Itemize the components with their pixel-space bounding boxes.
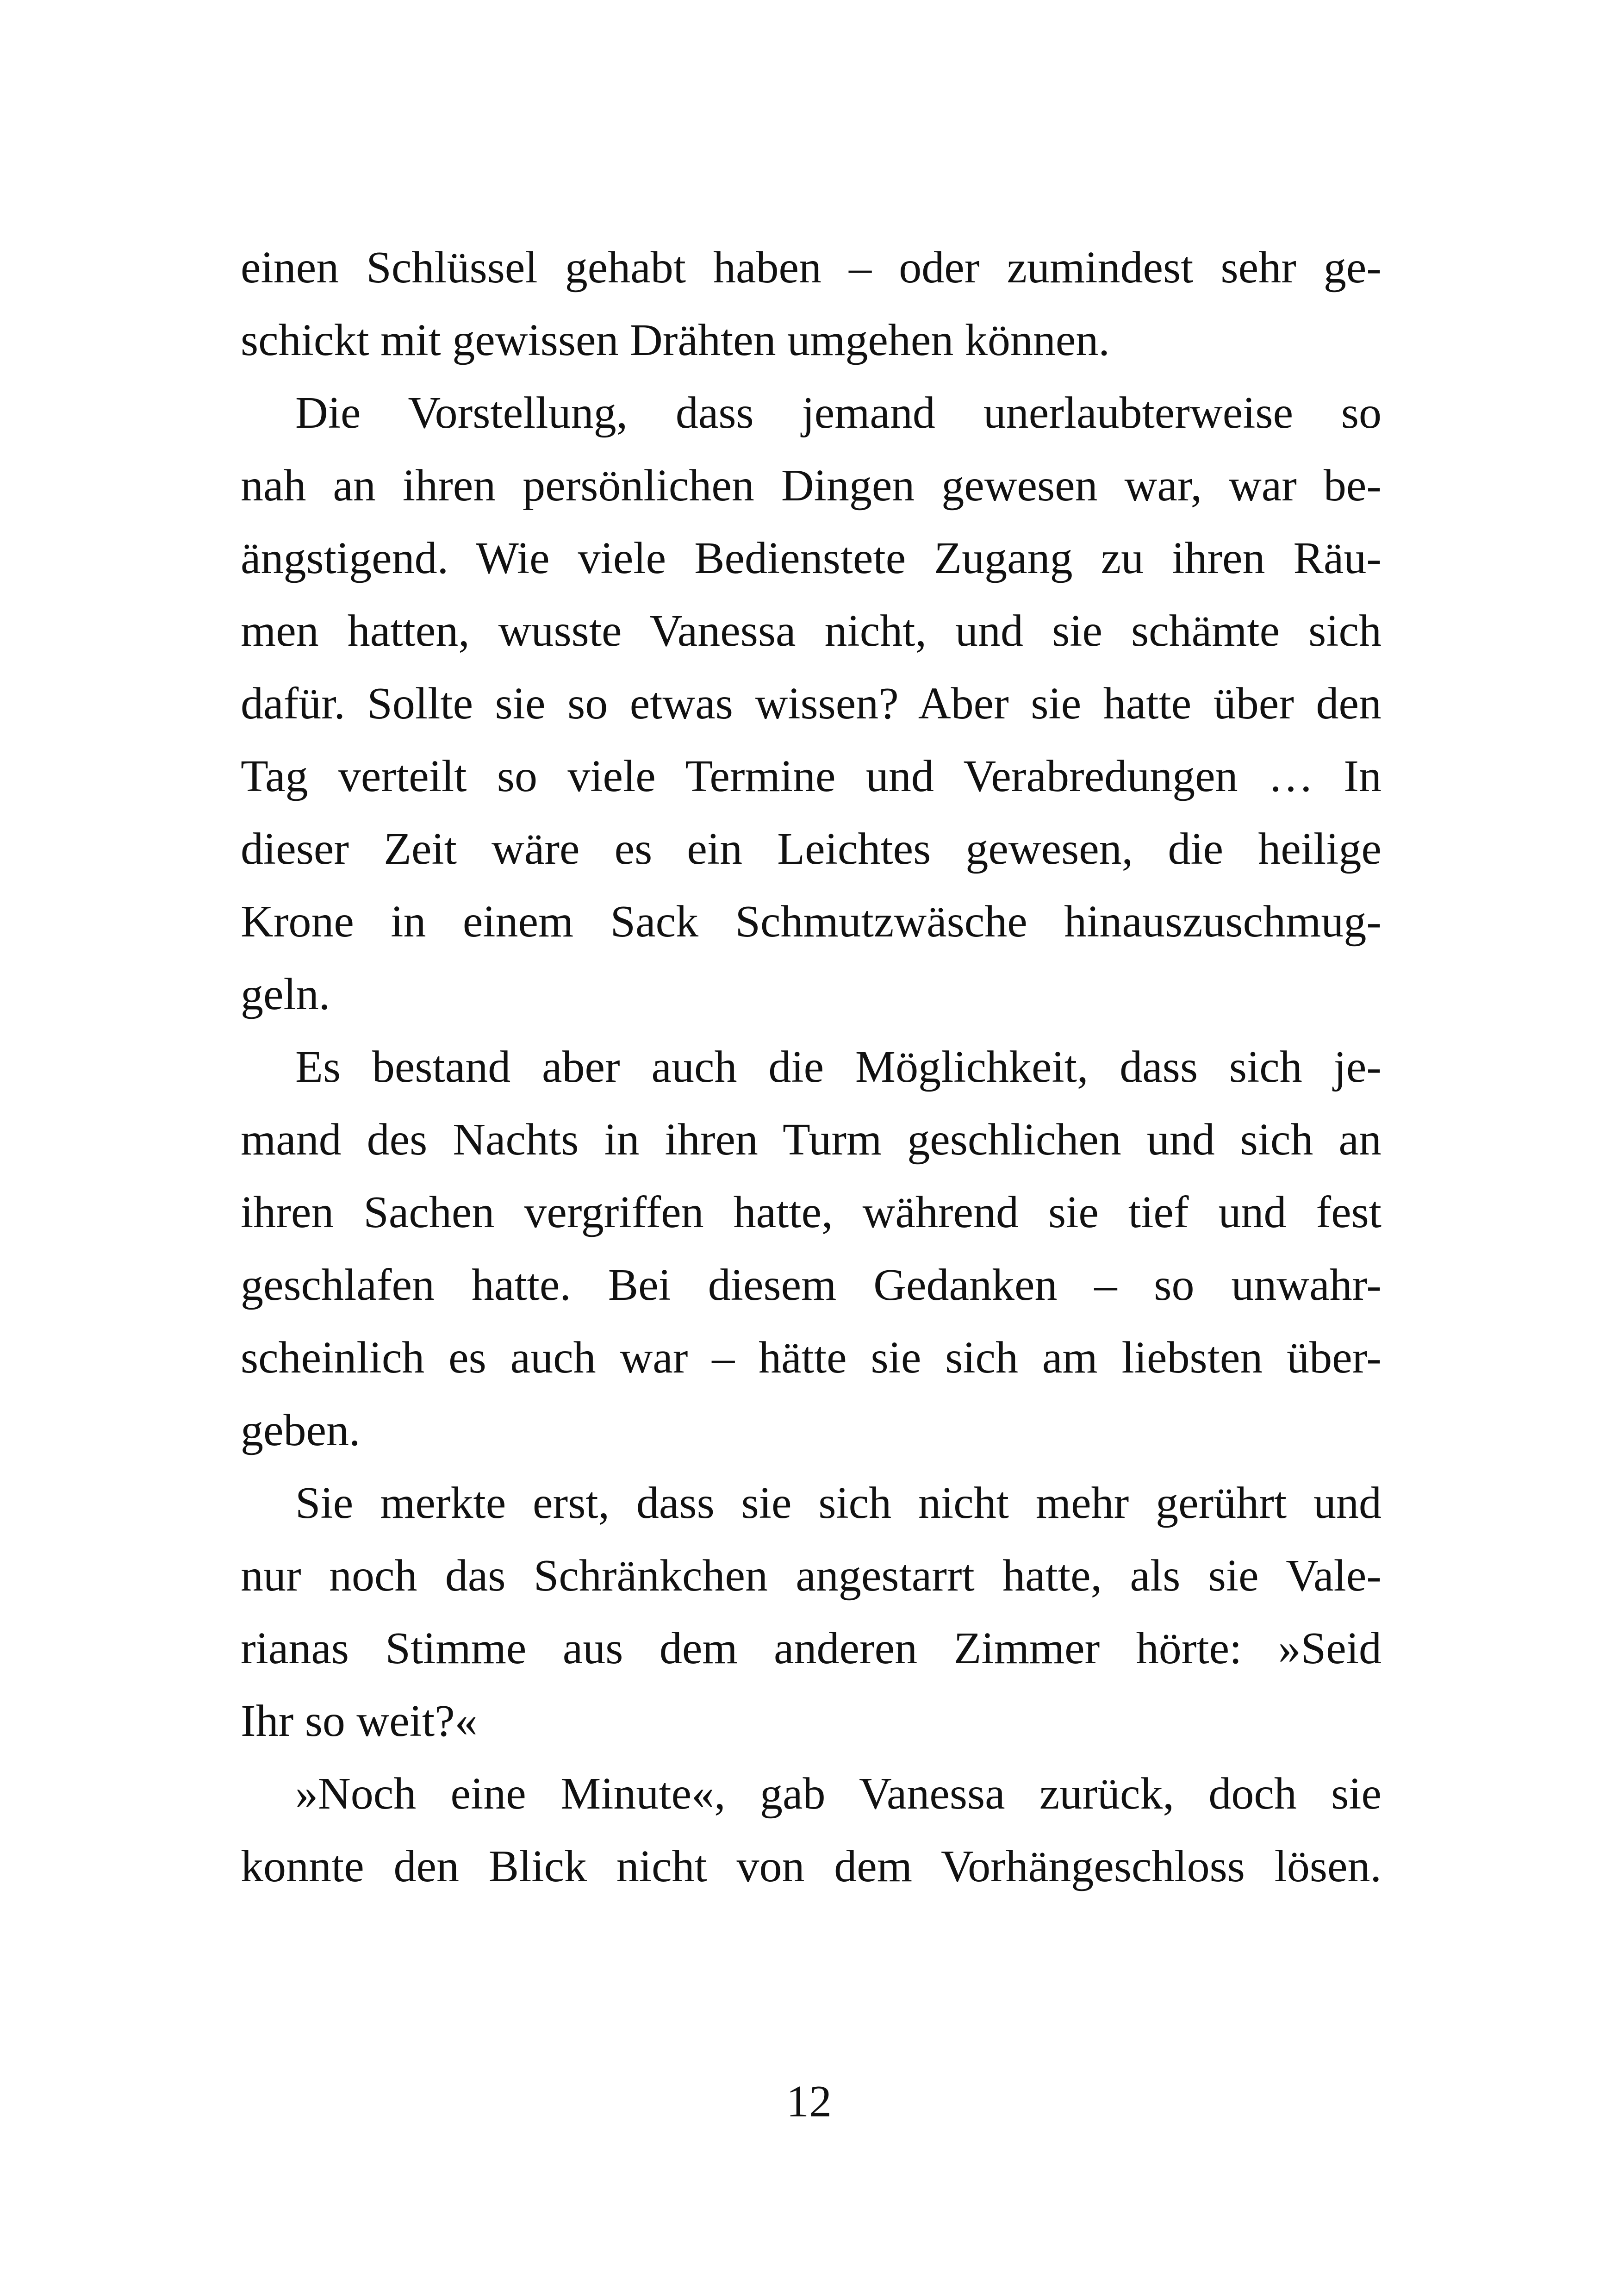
text-line: mand des Nachts in ihren Turm geschlichen und sich an <box>241 1115 1382 1165</box>
text-line: Sie merkte erst, dass sie sich nicht mehr gerührt und <box>295 1478 1382 1528</box>
text-line: »Noch eine Minute«, gab Vanessa zurück, doch sie <box>295 1769 1382 1819</box>
text-line: konnte den Blick nicht von dem Vorhängeschloss lösen. <box>241 1841 1382 1891</box>
text-line: nah an ihren persönlichen Dingen gewesen war, war be- <box>241 461 1382 511</box>
page-number: 12 <box>786 2077 832 2127</box>
text-line: ängstigend. Wie viele Bedienstete Zugang zu ihren Räu- <box>241 533 1382 583</box>
text-line: Krone in einem Sack Schmutzwäsche hinauszuschmug- <box>241 897 1382 947</box>
text-line: Es bestand aber auch die Möglichkeit, dass sich je- <box>295 1042 1382 1092</box>
text-line: dafür. Sollte sie so etwas wissen? Aber sie hatte über den <box>241 679 1382 729</box>
text-line: men hatten, wusste Vanessa nicht, und sie schämte sich <box>241 606 1382 656</box>
text-line: Ihr so weit?« <box>241 1696 478 1746</box>
text-line: geschlafen hatte. Bei diesem Gedanken – so unwahr- <box>241 1260 1382 1310</box>
text-line: Tag verteilt so viele Termine und Verabredungen … In <box>241 751 1382 801</box>
text-line: Die Vorstellung, dass jemand unerlaubterweise so <box>295 388 1382 438</box>
text-line: scheinlich es auch war – hätte sie sich am liebsten über- <box>241 1333 1382 1383</box>
text-line: geben. <box>241 1405 361 1455</box>
text-line: geln. <box>241 969 330 1019</box>
page-text <box>241 231 1382 1903</box>
text-line: rianas Stimme aus dem anderen Zimmer hörte: »Seid <box>241 1623 1382 1673</box>
text-line: ihren Sachen vergriffen hatte, während sie tief und fest <box>241 1187 1382 1237</box>
text-line: nur noch das Schränkchen angestarrt hatte, als sie Vale- <box>241 1551 1382 1601</box>
text-line: einen Schlüssel gehabt haben – oder zumindest sehr ge- <box>241 243 1382 293</box>
text-line: dieser Zeit wäre es ein Leichtes gewesen, die heilige <box>241 824 1382 874</box>
text-line: schickt mit gewissen Drähten umgehen können. <box>241 315 1110 365</box>
